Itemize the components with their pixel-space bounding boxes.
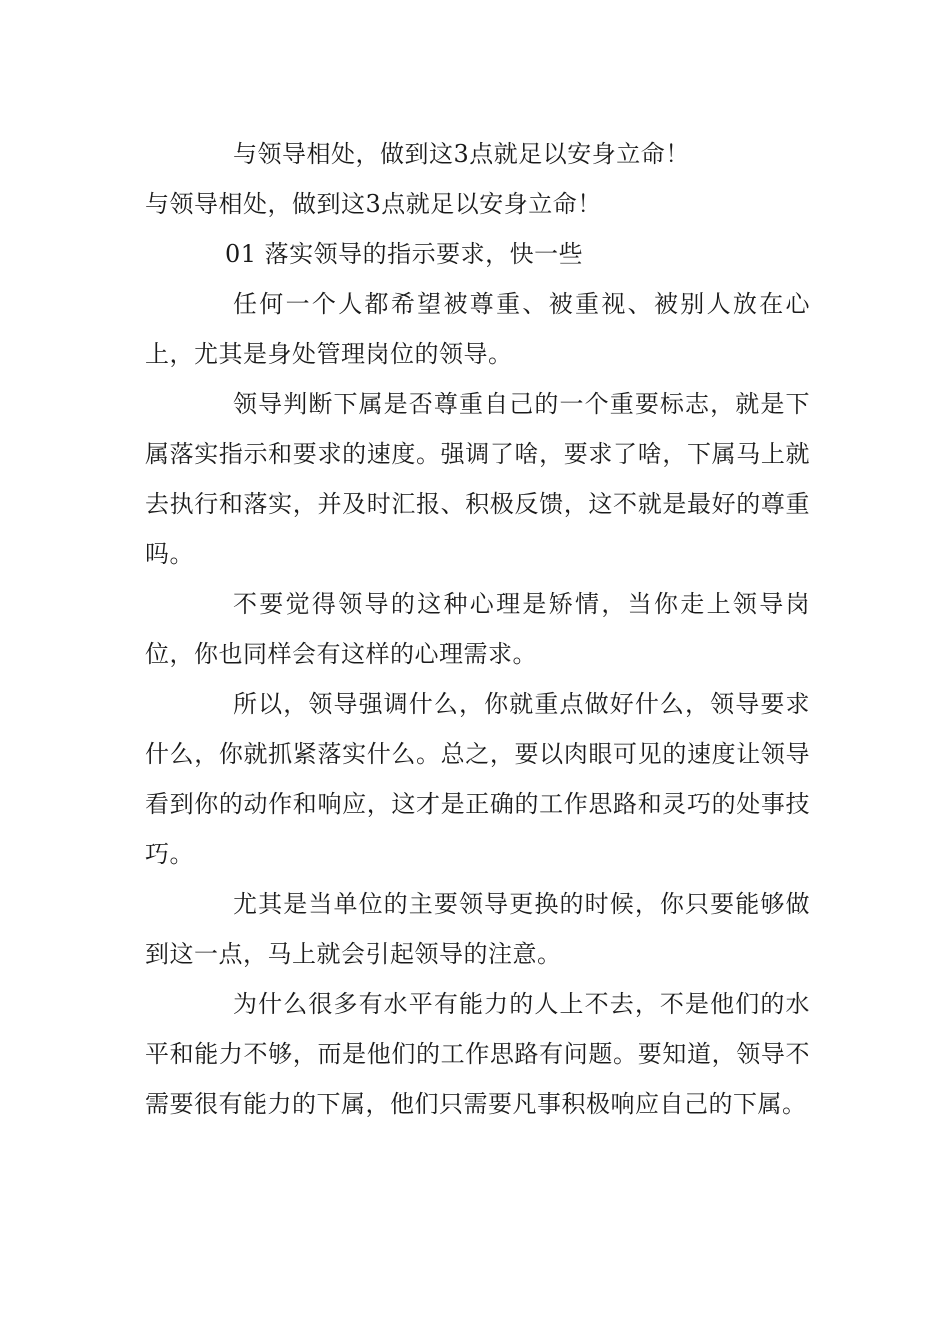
- paragraph: 所以，领导强调什么，你就重点做好什么，领导要求什么，你就抓紧落实什么。总之，要以肉眼可见的速度让领导看到你的动作和响应，这才是正确的工作思路和灵巧的处事技巧。: [145, 690, 810, 868]
- document-body: [145, 129, 810, 1129]
- paragraph: 不要觉得领导的这种心理是矫情，当你走上领导岗位，你也同样会有这样的心理需求。: [145, 590, 810, 668]
- paragraph: 任何一个人都希望被尊重、被重视、被别人放在心上，尤其是身处管理岗位的领导。: [145, 290, 810, 368]
- document-title-repeat: 与领导相处，做到这3点就足以安身立命！: [145, 190, 602, 218]
- paragraph: 尤其是当单位的主要领导更换的时候，你只要能够做到这一点，马上就会引起领导的注意。: [145, 890, 810, 968]
- document-title: 与领导相处，做到这3点就足以安身立命！: [233, 140, 690, 168]
- paragraph: 领导判断下属是否尊重自己的一个重要标志，就是下属落实指示和要求的速度。强调了啥，要求了啥，下属马上就去执行和落实，并及时汇报、积极反馈，这不就是最好的尊重吗。: [145, 390, 810, 568]
- section-heading: 01 落实领导的指示要求，快一些: [225, 240, 584, 268]
- paragraph: 为什么很多有水平有能力的人上不去，不是他们的水平和能力不够，而是他们的工作思路有问题。要知道，领导不需要很有能力的下属，他们只需要凡事积极响应自己的下属。: [145, 990, 810, 1118]
